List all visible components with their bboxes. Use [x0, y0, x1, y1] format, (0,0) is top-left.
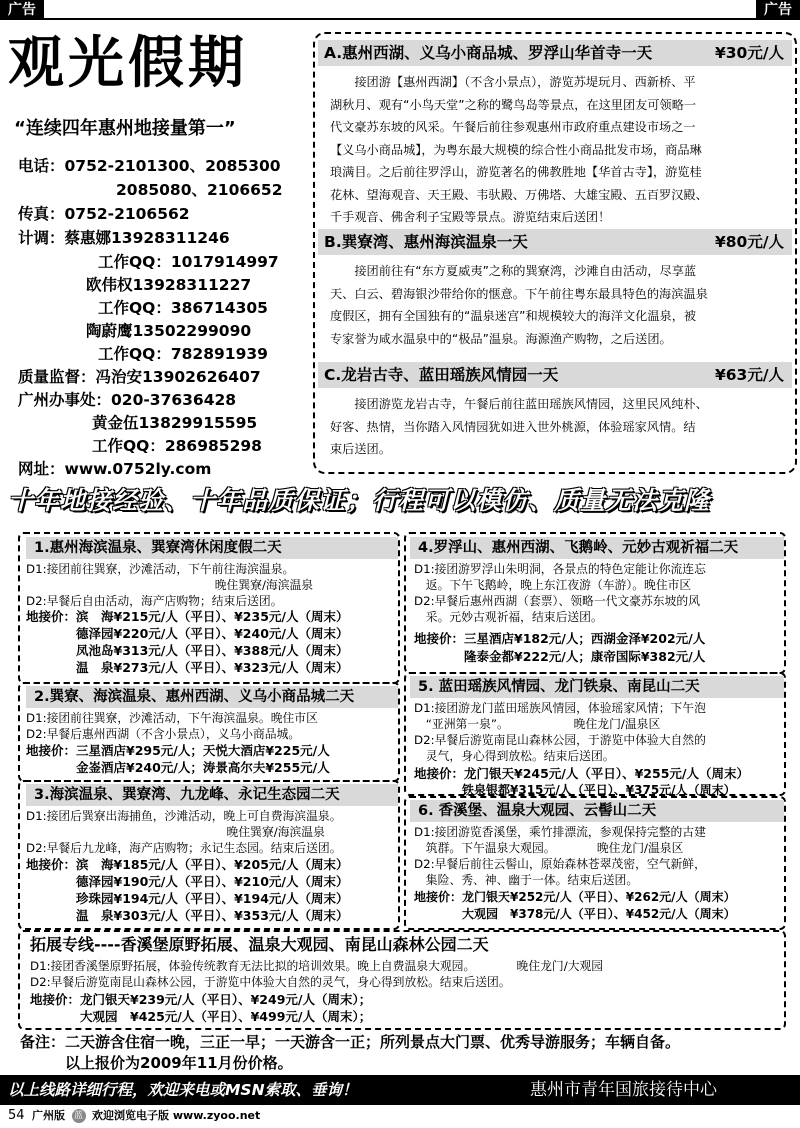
route-5-line: 灵气，身心得到放松。结束后送团。 [414, 749, 615, 763]
route-b-description [330, 260, 782, 350]
route-1-price: 德泽园¥220元/人（平日）、¥240元/人（周末） [26, 626, 349, 641]
extension-line: D2:早餐后游览南昆山森林公园，于游览中体验大自然的灵气，身心得到放松。结束后送团。 [30, 975, 511, 989]
route-1-price: 凤池岛¥313元/人（平日）、¥388元/人（周末） [26, 643, 349, 658]
route-b-line: 接团前往有“东方夏威夷”之称的巽寮湾，沙滩自由活动，尽享蓝 [330, 264, 697, 278]
route-a-line: 湖秋月、观有“小鸟天堂”之称的鹭鸟岛等景点，在这里团友可领略一 [330, 97, 697, 112]
contact-fax: 传真：0752-2106562 [18, 205, 190, 223]
brand-title: 观光假期 [8, 30, 248, 96]
footer-inquiry: 以上线路详细行程，欢迎来电或MSN索取、垂询！ [8, 1081, 358, 1099]
route-c-price: ¥63元/人 [714, 366, 784, 384]
route-b-header [318, 229, 792, 255]
contact-guangzhou-person: 黄金伍13829915595 [92, 414, 258, 432]
route-c-line: 束后送团。 [330, 442, 391, 456]
extension-line: D1:接团香溪堡原野拓展，体验传统教育无法比拟的培训效果。晚上自费温泉大观园。 晚住龙门/大观园 [30, 959, 604, 973]
route-a-line: 接团游【惠州西湖】（不含小景点），游览苏堤玩月、西新桥、平 [330, 75, 696, 89]
brand-slogan: “连续四年惠州地接量第一” [14, 118, 236, 139]
route-2-line: D1:接团前往巽寮，沙滩活动，下午海滨温泉。晚住市区 [26, 711, 318, 725]
extension-title: 拓展专线----香溪堡原野拓展、温泉大观园、南昆山森林公园二天 [30, 935, 489, 954]
route-a-title: A.惠州西湖、义乌小商品城、罗浮山华首寺一天 [324, 44, 653, 62]
contact-qq-2: 工作QQ：386714305 [98, 299, 268, 317]
route-6-line: 集险、秀、神、幽于一体。结束后送团。 [414, 873, 639, 887]
contact-planner-3: 陶蔚鹰13502299090 [86, 322, 252, 340]
route-c-header [318, 362, 792, 388]
ad-tag-left: 广告 [0, 0, 44, 20]
route-4-price: 隆泰金都¥222元/人；康帝国际¥382元/人 [414, 649, 706, 664]
route-a-line: 千手观音、佛舍利子宝殿等景点。游览结束后送团！ [330, 210, 611, 224]
route-3-line: D2:早餐后九龙峰，海产店购物；永记生态园。结束后送团。 [26, 841, 342, 855]
route-4-price: 地接价：三星酒店¥182元/人；西湖金泽¥202元/人 [414, 631, 706, 646]
page-footer [8, 1108, 260, 1124]
route-4-title: 4.罗浮山、惠州西湖、飞鹅岭、元妙古观祈福二天 [410, 537, 784, 559]
route-b-price: ¥80元/人 [714, 233, 784, 251]
site-link[interactable]: 欢迎浏览电子版 www.zyoo.net [92, 1109, 261, 1122]
route-c-line: 好客、热情，当你踏入风情园犹如进入世外桃源，体验瑶家风情。结 [330, 419, 696, 434]
notes-line: 备注：二天游含住宿一晚，三正一早；一天游含一正；所列景点大门票、优秀导游服务；车辆自备。 [20, 1033, 681, 1051]
header-rule [0, 18, 800, 20]
route-6-line: D1:接团游览香溪堡，乘竹排漂流，参观保持完整的古建 [414, 825, 706, 839]
contact-qq-4: 工作QQ：286985298 [92, 437, 262, 455]
notes-line: 以上报价为2009年11月份价格。 [20, 1054, 293, 1072]
route-6-price: 大观园 ¥378元/人（平日）、¥452元/人（周末） [414, 907, 736, 921]
route-a-description [330, 71, 782, 229]
route-c-line: 接团游览龙岩古寺，午餐后前往蓝田瑶族风情园，这里民风纯朴、 [330, 397, 708, 411]
contact-planner-2: 欧伟权13928311227 [86, 276, 252, 294]
route-4-line: D1:接团游罗浮山朱明洞，各景点的特色定能让你流连忘 [414, 562, 706, 576]
route-6-title: 6. 香溪堡、温泉大观园、云髻山二天 [410, 800, 784, 822]
route-1-line: D2:早餐后自由活动，海产店购物；结束后送团。 [26, 594, 283, 608]
route-3-price: 珍珠园¥194元/人（平日）、¥194元/人（周末） [26, 891, 349, 906]
route-5-price: 铁泉银都¥315元/人（平日）、¥375元/人（周末） [414, 783, 736, 797]
extension-price: 大观园 ¥425元/人（平日）、¥499元/人（周末）； [30, 1009, 372, 1024]
page-number: 54 [8, 1108, 25, 1123]
contact-qq-1: 工作QQ：1017914997 [98, 253, 279, 271]
route-b-line: 度假区，拥有全国独有的“温泉迷宫”和规模较大的海洋文化温泉，被 [330, 309, 697, 323]
route-4-line: D2:早餐后惠州西湖（套票）、领略一代文豪苏东坡的风 [414, 594, 700, 608]
route-2-price: 金崟酒店¥240元/人；涛景高尔夫¥255元/人 [26, 760, 330, 775]
route-a-line: 花林、望海观音、天王殿、韦驮殿、万佛塔、大雄宝殿、五百罗汉殿、 [330, 187, 708, 202]
contact-planner-1: 计调：蔡惠娜13928311246 [18, 229, 230, 247]
route-5-title: 5. 蓝田瑶族风情园、龙门铁泉、南昆山二天 [410, 676, 784, 698]
route-2-price: 地接价：三星酒店¥295元/人；天悦大酒店¥225元/人 [26, 743, 330, 758]
route-4-line: 采。元妙古观祈福，结束后送团。 [414, 610, 603, 624]
route-1-line: D1:接团前往巽寮，沙滩活动，下午前往海滨温泉。 [26, 562, 295, 576]
route-6-price: 地接价：龙门银天¥252元/人（平日）、¥262元/人（周末） [414, 890, 736, 904]
route-b-title: B.巽寮湾、惠州海滨温泉一天 [324, 233, 528, 251]
route-c-title: C.龙岩古寺、蓝田瑶族风情园一天 [324, 366, 559, 384]
route-a-line: 代文豪苏东坡的风采。午餐后前往参观惠州市政府重点建设市场之一 [330, 120, 696, 134]
route-3-line: 晚住巽寮/海滨温泉 [26, 825, 325, 839]
route-1-price: 温 泉¥273元/人（平日）、¥323元/人（周末） [26, 660, 349, 675]
route-6-line: 筑群。下午温泉大观园。 晚住龙门/温泉区 [414, 841, 684, 855]
extension-price: 地接价：龙门银天¥239元/人（平日）、¥249元/人（周末）； [30, 992, 372, 1007]
route-a-line: 琅满目。之后前往罗浮山，游览著名的佛教胜地【华首古寺】，游览桂 [330, 165, 702, 179]
route-2-title: 2.巽寮、海滨温泉、惠州西湖、义乌小商品城二天 [26, 686, 398, 708]
contact-quality: 质量监督：冯治安13902626407 [18, 368, 261, 386]
route-b-line: 专家誉为咸水温泉中的“极品”温泉。海源渔产购物，之后送团。 [330, 331, 672, 346]
route-5-line: D2:早餐后游览南昆山森林公园，于游览中体验大自然的 [414, 733, 706, 747]
route-3-price: 温 泉¥303元/人（平日）、¥353元/人（周末） [26, 908, 349, 923]
route-3-title: 3.海滨温泉、巽寮湾、九龙峰、永记生态园二天 [26, 784, 398, 806]
footer-agency: 惠州市青年国旅接待中心 [530, 1080, 717, 1100]
contact-phone: 电话：0752-2101300、2085300 [18, 157, 281, 175]
route-a-price: ¥30元/人 [714, 44, 784, 62]
contact-website[interactable]: 网址：www.0752ly.com [18, 460, 212, 478]
route-5-line: “亚洲第一泉”。 晚住龙门/温泉区 [414, 717, 661, 731]
route-6-line: D2:早餐后前往云髻山，原始森林苍翠茂密，空气新鲜， [414, 857, 706, 871]
route-a-header [318, 40, 792, 66]
quality-slogan: 十年地接经验、十年品质保证；行程可以模仿、质量无法克隆 [8, 486, 711, 515]
contact-phone-2: 2085080、2106652 [116, 181, 283, 199]
route-3-price: 德泽园¥190元/人（平日）、¥210元/人（周末） [26, 874, 349, 889]
route-1-line: 晚住巽寮/海滨温泉 [26, 578, 314, 592]
contact-qq-3: 工作QQ：782891939 [98, 345, 268, 363]
route-b-line: 天、白云、碧海银沙带给你的惬意。下午前往粤东最具特色的海滨温泉 [330, 286, 708, 301]
route-5-line: D1:接团游龙门蓝田瑶族风情园，体验瑶家风情；下午泡 [414, 701, 706, 715]
route-a-line: 【义乌小商品城】，为粤东最大规模的综合性小商品批发市场，商品琳 [330, 142, 702, 157]
route-4-line: 返。下午飞鹅岭，晚上东江夜游（车游）。晚住市区 [414, 578, 692, 592]
route-2-line: D2:早餐后惠州西湖（不含小景点），义乌小商品城。 [26, 727, 301, 741]
route-c-description [330, 393, 782, 461]
route-1-price: 地接价：滨 海¥215元/人（平日）、¥235元/人（周末） [26, 609, 349, 624]
notes [20, 1032, 680, 1074]
route-3-line: D1:接团后巽寮出海捕鱼，沙滩活动，晚上可自费海滨温泉。 [26, 809, 342, 823]
contact-guangzhou-office: 广州办事处：020-37636428 [18, 391, 237, 409]
edition-label: 广州版 [32, 1109, 66, 1122]
edition-badge-icon: 蓝 [72, 1109, 86, 1123]
ad-tag-right: 广告 [756, 0, 800, 20]
route-5-price: 地接价：龙门银天¥245元/人（平日）、¥255元/人（周末） [414, 766, 749, 781]
route-1-title: 1.惠州海滨温泉、巽寮湾休闲度假二天 [26, 537, 398, 559]
route-3-price: 地接价：滨 海¥185元/人（平日）、¥205元/人（周末） [26, 857, 349, 872]
